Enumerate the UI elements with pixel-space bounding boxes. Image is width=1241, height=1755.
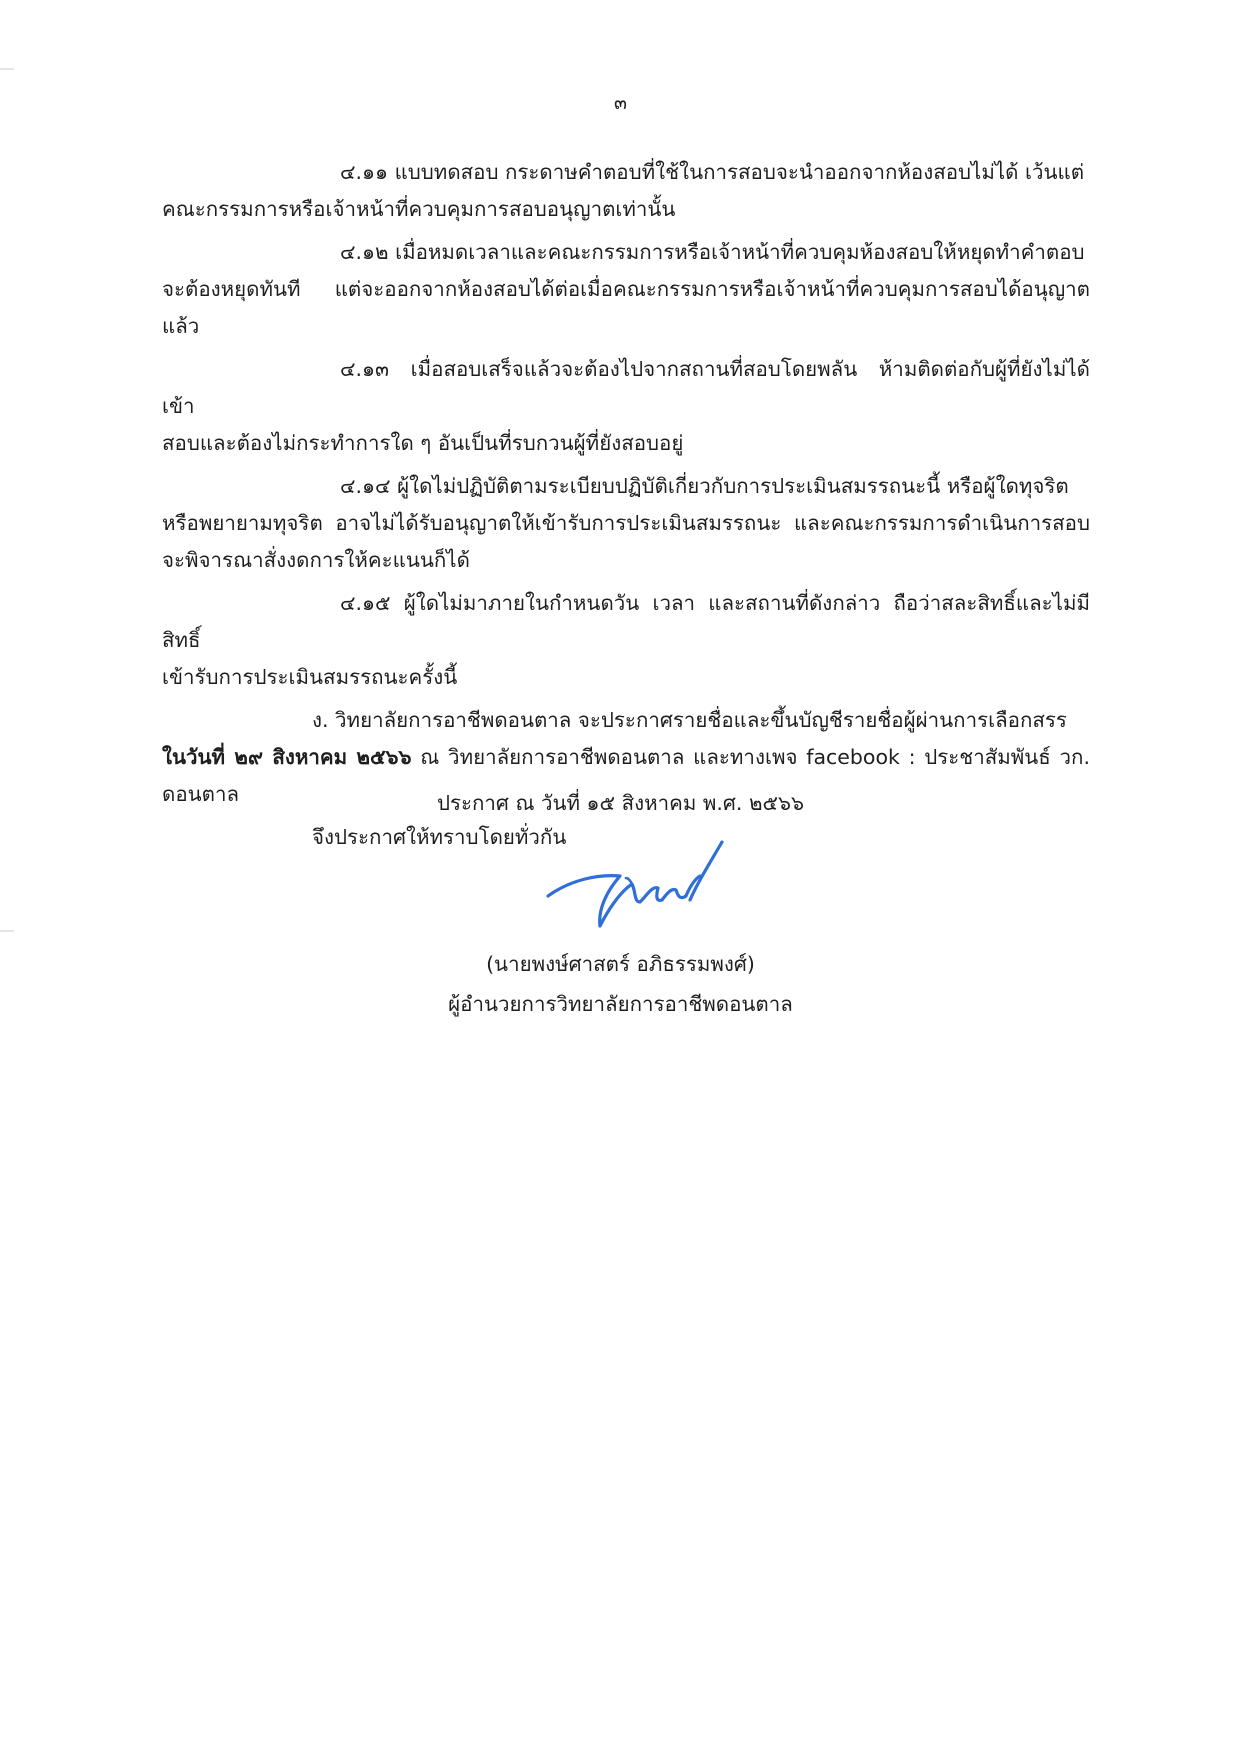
clause-4-12-lead: ๔.๑๒ เมื่อหมดเวลาและคณะกรรมการหรือเจ้าหน้าที่ควบคุมห้องสอบให้หยุดทำคำตอบ: [340, 240, 1085, 264]
scan-edge-mark: [0, 68, 14, 70]
signer-position: ผู้อำนวยการวิทยาลัยการอาชีพดอนตาล: [448, 992, 793, 1016]
clause-4-12-cont: จะต้องหยุดทันที แต่จะออกจากห้องสอบได้ต่อเมื่อคณะกรรมการหรือเจ้าหน้าที่ควบคุมการสอบได้อนุญาตแล้ว: [162, 277, 1090, 338]
section-d-tail: ณ วิทยาลัยการอาชีพดอนตาล และทางเพจ facebook : ประชาสัมพันธ์ วก. ดอนตาล: [162, 745, 1090, 806]
clause-4-13: [162, 351, 1090, 462]
clause-4-11: [162, 154, 1090, 228]
clause-4-15: [162, 585, 1090, 696]
page-number: ๓: [614, 92, 627, 114]
announcement-body: [162, 154, 1090, 862]
clause-4-14-lead: ๔.๑๔ ผู้ใดไม่ปฏิบัติตามระเบียบปฏิบัติเกี่ยวกับการประเมินสมรรถนะนี้ หรือผู้ใดทุจริต: [340, 474, 1069, 498]
result-announcement-date: ในวันที่ ๒๙ สิงหาคม ๒๕๖๖: [162, 745, 412, 769]
clause-4-15-lead: ๔.๑๕ ผู้ใดไม่มาภายในกำหนดวัน เวลา และสถานที่ดังกล่าว ถือว่าสละสิทธิ์และไม่มีสิทธิ์: [162, 591, 1090, 652]
clause-4-11-lead: ๔.๑๑ แบบทดสอบ กระดาษคำตอบที่ใช้ในการสอบจะนำออกจากห้องสอบไม่ได้ เว้นแต่: [340, 160, 1085, 184]
clause-4-11-cont: คณะกรรมการหรือเจ้าหน้าที่ควบคุมการสอบอนุญาตเท่านั้น: [162, 197, 676, 221]
closing-statement: จึงประกาศให้ทราบโดยทั่วกัน: [312, 825, 567, 849]
scan-edge-mark: [0, 930, 14, 932]
signature-icon: [540, 830, 760, 940]
announcement-date: ประกาศ ณ วันที่ ๑๕ สิงหาคม พ.ศ. ๒๕๖๖: [436, 791, 805, 815]
section-d-lead: ง. วิทยาลัยการอาชีพดอนตาล จะประกาศรายชื่อและขึ้นบัญชีรายชื่อผู้ผ่านการเลือกสรร: [312, 708, 1067, 732]
signer-name: (นายพงษ์ศาสตร์ อภิธรรมพงศ์): [486, 952, 755, 976]
clause-4-14: [162, 468, 1090, 579]
clause-4-15-cont: เข้ารับการประเมินสมรรถนะครั้งนี้: [162, 665, 458, 689]
clause-4-12: [162, 234, 1090, 345]
clause-4-13-cont: สอบและต้องไม่กระทำการใด ๆ อันเป็นที่รบกวนผู้ที่ยังสอบอยู่: [162, 431, 684, 455]
clause-4-14-cont: หรือพยายามทุจริต อาจไม่ได้รับอนุญาตให้เข้ารับการประเมินสมรรถนะ และคณะกรรมการดำเนินการสอบจะพิจารณาสั่งงดการให้คะแนนก็ได้: [162, 511, 1090, 572]
clause-4-13-lead: ๔.๑๓ เมื่อสอบเสร็จแล้วจะต้องไปจากสถานที่สอบโดยพลัน ห้ามติดต่อกับผู้ที่ยังไม่ได้เข้า: [162, 357, 1090, 418]
